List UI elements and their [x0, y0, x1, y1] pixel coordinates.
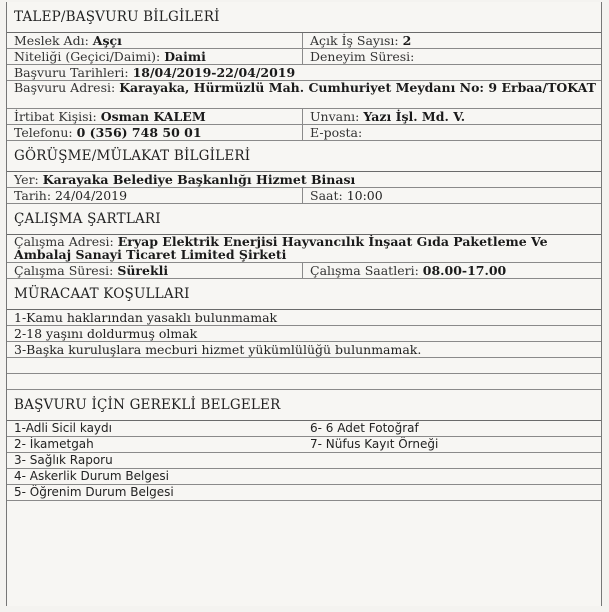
interview-place-value: Karayaka Belediye Başkanlığı Hizmet Binası	[42, 172, 356, 187]
work-duration-label: Çalışma Süresi:	[14, 263, 114, 278]
requirement-item: 2-18 yaşını doldurmuş olmak	[7, 326, 601, 342]
document-row	[7, 437, 601, 453]
row-phone	[7, 125, 601, 141]
phone-label: Telefonu:	[14, 125, 73, 140]
section-interview-title: GÖRÜŞME/MÜLAKAT BİLGİLERİ	[7, 141, 601, 172]
application-address-label: Başvuru Adresi:	[14, 81, 116, 95]
row-interview-place	[7, 172, 601, 188]
document-item: 6- 6 Adet Fotoğraf	[310, 421, 419, 435]
row-application-address	[7, 81, 601, 109]
interview-place-label: Yer:	[14, 172, 39, 187]
requirement-item: 1-Kamu haklarından yasaklı bulunmamak	[7, 310, 601, 326]
row-work-duration	[7, 263, 601, 279]
section-application-info-title: TALEP/BAŞVURU BİLGİLERİ	[7, 2, 601, 33]
title-value: Yazı İşl. Md. V.	[363, 109, 466, 124]
interview-date-label: Tarih:	[14, 188, 52, 203]
section-requirements-title: MÜRACAAT KOŞULLARI	[7, 279, 601, 310]
document-row	[7, 421, 601, 437]
profession-label: Meslek Adı:	[14, 33, 89, 48]
open-positions-value: 2	[402, 33, 412, 48]
open-positions-label: Açık İş Sayısı:	[310, 33, 399, 48]
job-posting-document	[6, 2, 602, 606]
work-address-value: Eryap Elektrik Enerjisi Hayvancılık İnşaat Gıda Paketleme Ve Ambalaj Sanayi Ticaret Limited Şirketi	[14, 235, 548, 262]
email-label: E-posta:	[310, 125, 363, 140]
row-work-address	[7, 235, 601, 263]
row-nature	[7, 49, 601, 65]
work-duration-value: Sürekli	[117, 263, 169, 278]
interview-date-value: 24/04/2019	[55, 188, 128, 203]
document-item: 4- Askerlik Durum Belgesi	[7, 469, 601, 485]
document-item: 2- İkametgah	[14, 437, 94, 451]
row-application-dates	[7, 65, 601, 81]
interview-time-label: Saat:	[310, 188, 343, 203]
nature-value: Daimi	[164, 49, 206, 64]
work-hours-value: 08.00-17.00	[422, 263, 507, 278]
requirement-item: 3-Başka kuruluşlara mecburi hizmet yükümlülüğü bulunmamak.	[7, 342, 601, 358]
phone-value: 0 (356) 748 50 01	[76, 125, 202, 140]
contact-person-label: İrtibat Kişisi:	[14, 109, 97, 124]
blank-row	[7, 358, 601, 374]
document-item: 3- Sağlık Raporu	[7, 453, 601, 469]
blank-row	[7, 374, 601, 390]
document-item: 1-Adli Sicil kaydı	[14, 421, 112, 435]
interview-time-value: 10:00	[346, 188, 383, 203]
experience-label: Deneyim Süresi:	[310, 49, 415, 64]
application-dates-label: Başvuru Tarihleri:	[14, 65, 129, 80]
nature-label: Niteliği (Geçici/Daimi):	[14, 49, 161, 64]
row-interview-date	[7, 188, 601, 204]
row-profession	[7, 33, 601, 49]
section-work-conditions-title: ÇALIŞMA ŞARTLARI	[7, 204, 601, 235]
profession-value: Aşçı	[92, 33, 122, 48]
section-documents-title: BAŞVURU İÇİN GEREKLİ BELGELER	[7, 390, 601, 421]
contact-person-value: Osman KALEM	[100, 109, 206, 124]
work-address-label: Çalışma Adresi:	[14, 235, 114, 249]
document-item: 5- Öğrenim Durum Belgesi	[7, 485, 601, 501]
application-address-value: Karayaka, Hürmüzlü Mah. Cumhuriyet Meydanı No: 9 Erbaa/TOKAT	[119, 81, 596, 95]
document-item: 7- Nüfus Kayıt Örneği	[310, 437, 439, 451]
title-label: Unvanı:	[310, 109, 360, 124]
application-dates-value: 18/04/2019-22/04/2019	[132, 65, 296, 80]
work-hours-label: Çalışma Saatleri:	[310, 263, 419, 278]
row-contact	[7, 109, 601, 125]
